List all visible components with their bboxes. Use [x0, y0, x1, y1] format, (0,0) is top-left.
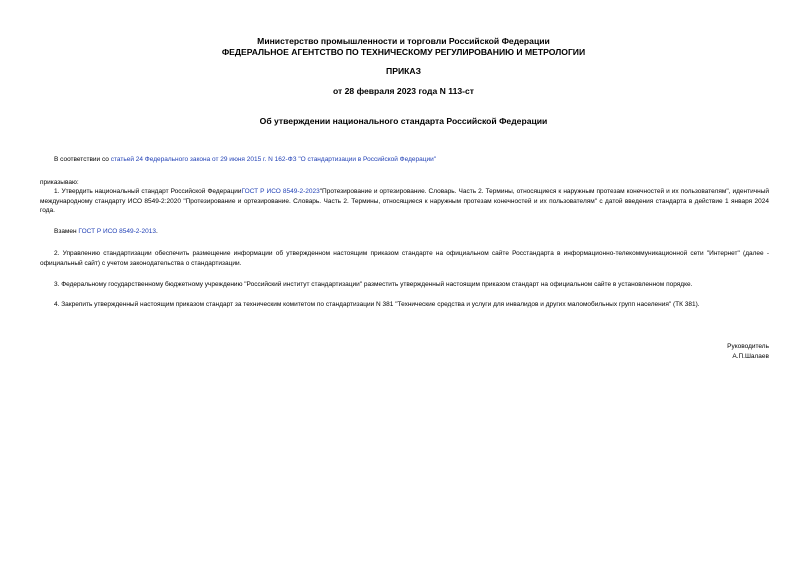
gost-2013-link[interactable]: ГОСТ Р ИСО 8549-2-2013: [78, 228, 156, 235]
page-title: Об утверждении национального стандарта Российской Федерации: [259, 116, 548, 126]
item-1-prefix: 1. Утвердить национальный стандарт Российской Федерации: [54, 188, 242, 195]
preamble-prefix: В соответствии со: [54, 156, 111, 163]
date-number-heading: от 28 февраля 2023 года N 113-ст: [333, 86, 474, 96]
item-4-paragraph: 4. Закрепить утвержденный настоящим приказом стандарт за техническим комитетом по стандартизации N 381 "Технические средства и услуги для инвалидов и других маломобильных групп населения" (ТК 381).: [54, 301, 700, 308]
replacement-suffix: .: [155, 228, 158, 235]
item-1-suffix: "Протезирование и ортезирование. Словарь. Часть 2. Термины, относящиеся к наружным протезам конечностей и их пользователям", идентичный международному стандарту ИСО 8549-2:2020 "Протезирование и ортезирование. Словарь. Часть 2. Термины, относящиеся к наружным протезам конечностей и их пользователям" с датой введения стандарта в действие 1 января 2024 года.: [40, 188, 769, 214]
signature-name: А.П.Шалаев: [732, 353, 769, 360]
replacement-paragraph: [40, 227, 769, 237]
item-3-paragraph: 3. Федеральному государственному бюджетному учреждению "Российский институт стандартизации" разместить утвержденный настоящим приказом стандарт на официальном сайте в установленном порядке.: [54, 281, 693, 288]
doc-type-heading: ПРИКАЗ: [386, 66, 421, 76]
item-2-paragraph: 2. Управлению стандартизации обеспечить размещение информации об утвержденном настоящим приказом стандарте на официальном сайте Росстандарта в информационно-телекоммуникационной сети "Интернет" (далее - официальный сайт) с учетом законодательства о стандартизации.: [40, 250, 769, 267]
preamble-paragraph: [40, 155, 769, 165]
replacement-prefix: Взамен: [54, 228, 79, 235]
signature-role: Руководитель: [727, 343, 769, 350]
agency-heading: ФЕДЕРАЛЬНОЕ АГЕНТСТВО ПО ТЕХНИЧЕСКОМУ РЕГУЛИРОВАНИЮ И МЕТРОЛОГИИ: [221, 47, 586, 57]
item-1-paragraph: [40, 187, 769, 216]
gost-2023-link[interactable]: ГОСТ Р ИСО 8549-2-2023: [241, 188, 320, 195]
federal-law-link[interactable]: статьей 24 Федерального закона от 29 июня 2015 г. N 162-ФЗ "О стандартизации в Российской Федерации": [110, 156, 437, 163]
ministry-heading: Министерство промышленности и торговли Российской Федерации: [257, 36, 550, 46]
order-word: приказываю:: [40, 179, 79, 186]
signature-block: [727, 342, 769, 362]
